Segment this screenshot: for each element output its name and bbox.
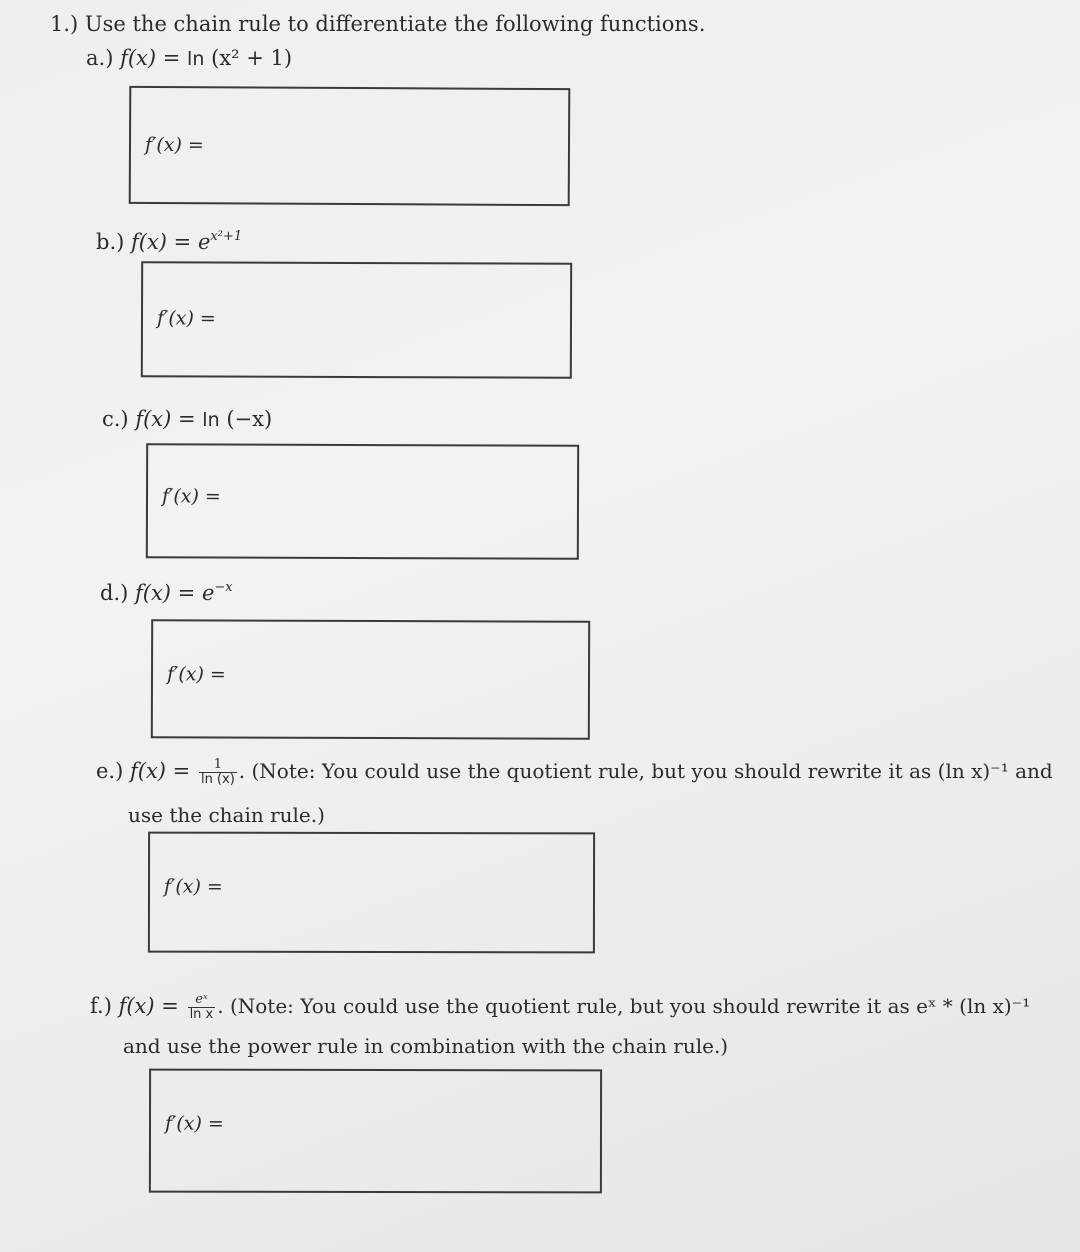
problem-e-denominator: ln (x) [200, 772, 235, 787]
answer-box-b[interactable] [141, 261, 572, 379]
problem-f-fraction [188, 993, 216, 1022]
problem-b-base: e [197, 230, 211, 254]
problem-d-label: d.) [100, 581, 129, 605]
problem-e-note-continued: use the chain rule.) [128, 803, 325, 827]
problem-a-lhs: f(x) = [120, 46, 181, 70]
problem-a-arg: (x² + 1) [211, 46, 293, 70]
problem-b-lhs: f(x) = [131, 230, 192, 254]
answer-box-e[interactable] [148, 832, 595, 954]
problem-a [86, 46, 292, 70]
problem-e-numerator: 1 [199, 758, 237, 773]
problem-f-note-continued: and use the power rule in combination with the chain rule.) [123, 1034, 729, 1058]
problem-d [100, 580, 233, 605]
answer-box-f[interactable] [149, 1069, 602, 1194]
problem-f-numerator: eˣ [188, 993, 216, 1008]
answer-label-e: f′(x) = [163, 875, 223, 898]
problem-e-label: e.) [96, 759, 124, 783]
problem-d-base: e [201, 581, 215, 605]
answer-label-c: f′(x) = [161, 485, 221, 508]
problem-f [90, 993, 1030, 1022]
problem-heading: 1.) Use the chain rule to differentiate the following functions. [50, 12, 706, 36]
problem-c [102, 407, 272, 431]
problem-a-label: a.) [86, 46, 114, 70]
problem-f-note: . (Note: You could use the quotient rule, but you should rewrite it as eˣ * (ln x)⁻¹ [217, 994, 1031, 1018]
problem-d-exponent: −x [214, 580, 233, 595]
answer-label-b: f′(x) = [156, 307, 216, 330]
problem-c-arg: (−x) [226, 407, 273, 431]
problem-e [96, 758, 1053, 787]
answer-box-d[interactable] [151, 619, 590, 740]
answer-label-d: f′(x) = [166, 663, 226, 686]
answer-box-a[interactable] [129, 86, 571, 206]
problem-b-exponent: x²+1 [210, 229, 243, 244]
problem-d-lhs: f(x) = [135, 581, 196, 605]
problem-e-fraction [199, 758, 237, 787]
problem-e-note: . (Note: You could use the quotient rule, but you should rewrite it as (ln x)⁻¹ and [238, 759, 1053, 783]
answer-box-c[interactable] [146, 443, 579, 560]
problem-f-lhs: f(x) = [118, 994, 179, 1018]
problem-e-lhs: f(x) = [129, 759, 191, 783]
problem-b [96, 229, 242, 254]
problem-c-fn: ln [202, 409, 220, 431]
answer-label-a: f′(x) = [144, 133, 204, 157]
problem-b-label: b.) [96, 230, 125, 254]
problem-c-lhs: f(x) = [135, 407, 196, 431]
answer-label-f: f′(x) = [164, 1112, 224, 1135]
problem-f-label: f.) [90, 994, 112, 1018]
problem-f-denominator: ln x [189, 1007, 214, 1022]
problem-a-fn: ln [187, 48, 205, 70]
problem-c-label: c.) [102, 407, 129, 431]
